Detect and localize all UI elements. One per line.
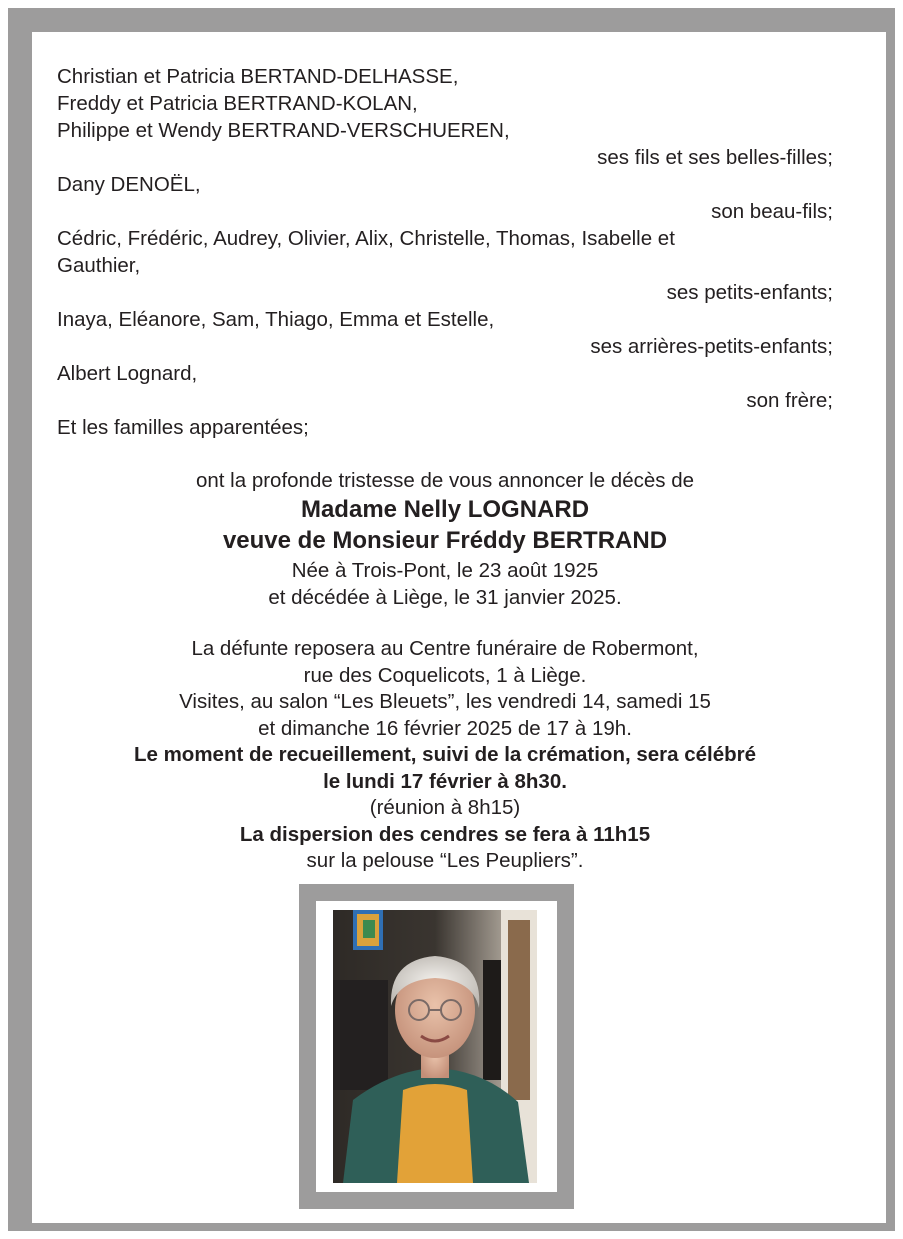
portrait-illustration: [333, 910, 537, 1183]
info-line: Visites, au salon “Les Bleuets”, les vendredi 14, samedi 15: [179, 690, 711, 713]
family-line: Inaya, Eléanore, Sam, Thiago, Emma et Estelle,: [57, 308, 495, 331]
info-line: et dimanche 16 février 2025 de 17 à 19h.: [258, 716, 632, 740]
family-line: Et les familles apparentées;: [57, 416, 309, 439]
relation-label: son frère;: [746, 389, 833, 412]
info-line: La défunte reposera au Centre funéraire de Robermont,: [191, 637, 699, 660]
meeting-time: (réunion à 8h15): [369, 796, 521, 819]
ceremony-date: le lundi 17 février à 8h30.: [323, 769, 567, 793]
family-line: Albert Lognard,: [57, 362, 198, 385]
family-list: [57, 63, 833, 441]
family-line: Gauthier,: [57, 254, 141, 277]
deceased-name: Madame Nelly LOGNARD: [300, 496, 590, 523]
photo-mat: [316, 901, 557, 1192]
dispersion-place: sur la pelouse “Les Peupliers”.: [306, 849, 584, 872]
deceased-block: [40, 494, 850, 556]
relation-label: ses arrières-petits-enfants;: [590, 335, 833, 358]
info-line: rue des Coquelicots, 1 à Liège.: [303, 663, 587, 687]
relation-label: ses fils et ses belles-filles;: [597, 146, 833, 169]
portrait-photo: [333, 910, 537, 1183]
birth-line: Née à Trois-Pont, le 23 août 1925: [291, 559, 599, 582]
ceremony-line: Le moment de recueillement, suivi de la crémation, sera célébré: [133, 743, 757, 766]
family-line: Freddy et Patricia BERTRAND-KOLAN,: [57, 92, 418, 115]
family-line: Philippe et Wendy BERTRAND-VERSCHUEREN,: [57, 119, 510, 142]
death-line: et décédée à Liège, le 31 janvier 2025.: [268, 586, 622, 609]
relation-label: ses petits-enfants;: [666, 281, 833, 304]
relation-label: son beau-fils;: [711, 200, 833, 223]
life-dates: [40, 557, 850, 611]
photo-frame: [299, 884, 574, 1209]
ash-dispersion-line: La dispersion des cendres se fera à 11h15: [239, 822, 651, 846]
family-line: Cédric, Frédéric, Audrey, Olivier, Alix, Christelle, Thomas, Isabelle et: [57, 227, 675, 250]
family-line: Christian et Patricia BERTAND-DELHASSE,: [57, 65, 459, 88]
family-line: Dany DENOËL,: [57, 173, 201, 196]
announcement: ont la profonde tristesse de vous annoncer le décès de: [195, 469, 695, 492]
funeral-info: [40, 636, 850, 875]
deceased-spouse: veuve de Monsieur Fréddy BERTRAND: [222, 527, 668, 554]
